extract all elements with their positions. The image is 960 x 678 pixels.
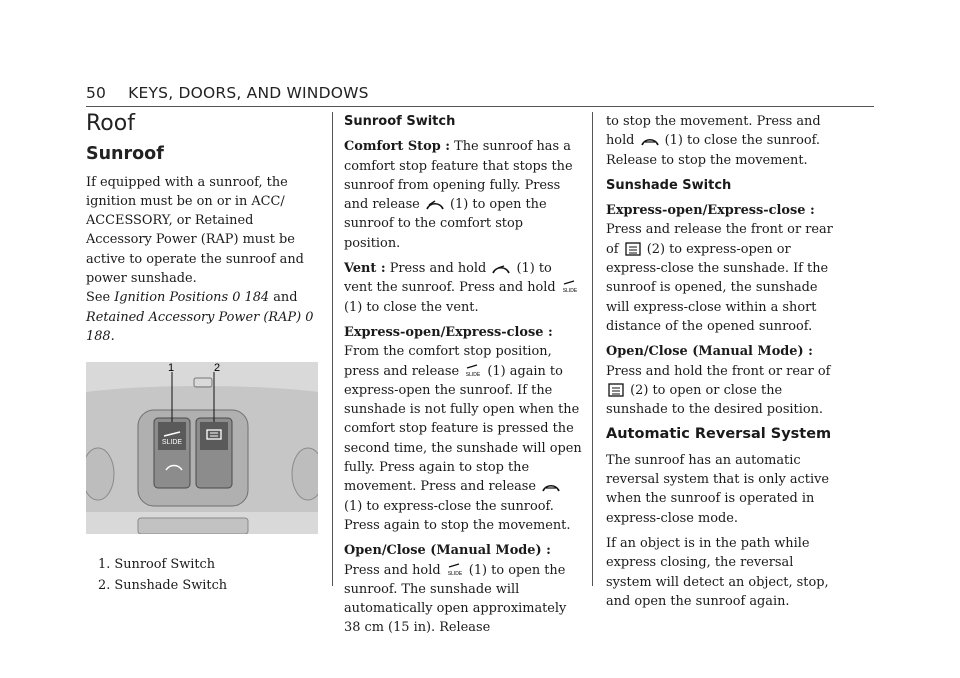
para-sunshade-manual: Open/Close (Manual Mode) : Press and hold the front or rear of (2) to open or close the sunshade to the desired position. xyxy=(606,344,831,418)
sunroof-slide-icon xyxy=(465,362,481,378)
para-manual-mode-continued: to stop the movement. Press and hold (1) to close the sunroof. Release to stop the movement. xyxy=(606,114,821,168)
page-header xyxy=(86,84,369,102)
sunroof-slide-icon xyxy=(447,561,463,577)
section-heading-sunroof: Sunroof xyxy=(86,144,164,165)
sunroof-switch-illustration xyxy=(86,362,318,534)
figure-captions xyxy=(86,555,322,596)
column-3 xyxy=(606,112,842,617)
heading-automatic-reversal: Automatic Reversal System xyxy=(606,426,832,443)
section-heading-roof: Roof xyxy=(86,111,135,136)
column-divider-2 xyxy=(592,112,593,586)
para-express-open-close: Express-open/Express-close : From the comfort stop position, press and release SLIDE (1) again to express-open the sunroof. If the sunshade is not fully open when the comfort stop feature is pressed the second time, the sunshade will open fully. Press again to stop the movement. Press and release (1) to express-close the sunroof. Press again to stop the movement. xyxy=(344,324,582,533)
svg-text:SLIDE: SLIDE xyxy=(466,371,481,378)
heading-sunshade-switch: Sunshade Switch xyxy=(606,177,732,193)
column-2 xyxy=(344,112,582,644)
page-ref-arrow-icon: 0 xyxy=(232,290,241,306)
figure-slide-label: SLIDE xyxy=(161,439,183,447)
caption-1: 1. Sunroof Switch xyxy=(98,556,216,572)
header-rule xyxy=(86,106,874,107)
para-auto-reversal-2: If an object is in the path while express closing, the reversal system will detect an object, stop, and open the sunroof again. xyxy=(606,535,829,609)
link-ignition-positions[interactable]: Ignition Positions 0 184 xyxy=(114,290,270,306)
callout-1: 1 xyxy=(168,362,175,375)
column-divider-1 xyxy=(332,112,333,586)
sunroof-slide-icon xyxy=(562,278,578,294)
para-sunshade-express: Express-open/Express-close : Press and release the front or rear of (2) to express-open or express-close the sunshade. If the sunroof is opened, the sunshade will express-close within a short distance of the opened sunroof. xyxy=(606,203,833,334)
para-manual-mode: Open/Close (Manual Mode) : Press and hold SLIDE (1) to open the sunroof. The sunshade will automatically open approximately 38 cm (15 in). Release xyxy=(344,543,567,636)
link-retained-accessory-power[interactable]: Retained Accessory Power (RAP) 0 188. xyxy=(86,309,314,344)
heading-sunroof-switch: Sunroof Switch xyxy=(344,114,456,129)
sunroof-open-icon xyxy=(426,199,444,211)
svg-text:SLIDE: SLIDE xyxy=(447,570,462,577)
page-ref-arrow-icon: 0 xyxy=(305,309,314,325)
sunroof-close-icon xyxy=(542,481,560,493)
sunroof-close-icon xyxy=(641,135,659,147)
para-comfort-stop: Comfort Stop : The sunroof has a comfort stop feature that stops the sunroof from opening fully. Press and release (1) to open the sunroof to the comfort stop position. xyxy=(344,139,573,251)
para-vent: Vent : Press and hold (1) to vent the sunroof. Press and hold SLIDE (1) to close the vent. xyxy=(344,261,578,315)
sunshade-icon xyxy=(608,383,624,397)
column-1 xyxy=(86,112,322,597)
para-auto-reversal-1: The sunroof has an automatic reversal system that is only active when the sunroof is operated in express-close mode. xyxy=(606,452,829,526)
caption-2: 2. Sunshade Switch xyxy=(98,577,228,593)
sunroof-vent-icon xyxy=(492,263,510,275)
intro-paragraph: If equipped with a sunroof, the ignition must be on or in ACC/ ACCESSORY, or Retained Accessory Power (RAP) must be active to operate the sunroof and power sunshade. See Ignition Positions 0 184 and Retained Accessory Power (RAP) 0 188. xyxy=(86,174,314,344)
callout-2: 2 xyxy=(214,362,221,375)
page-number: 50 xyxy=(86,84,107,102)
svg-text:SLIDE: SLIDE xyxy=(562,288,578,295)
sunshade-icon xyxy=(625,242,641,256)
section-title: KEYS, DOORS, AND WINDOWS xyxy=(128,84,369,102)
